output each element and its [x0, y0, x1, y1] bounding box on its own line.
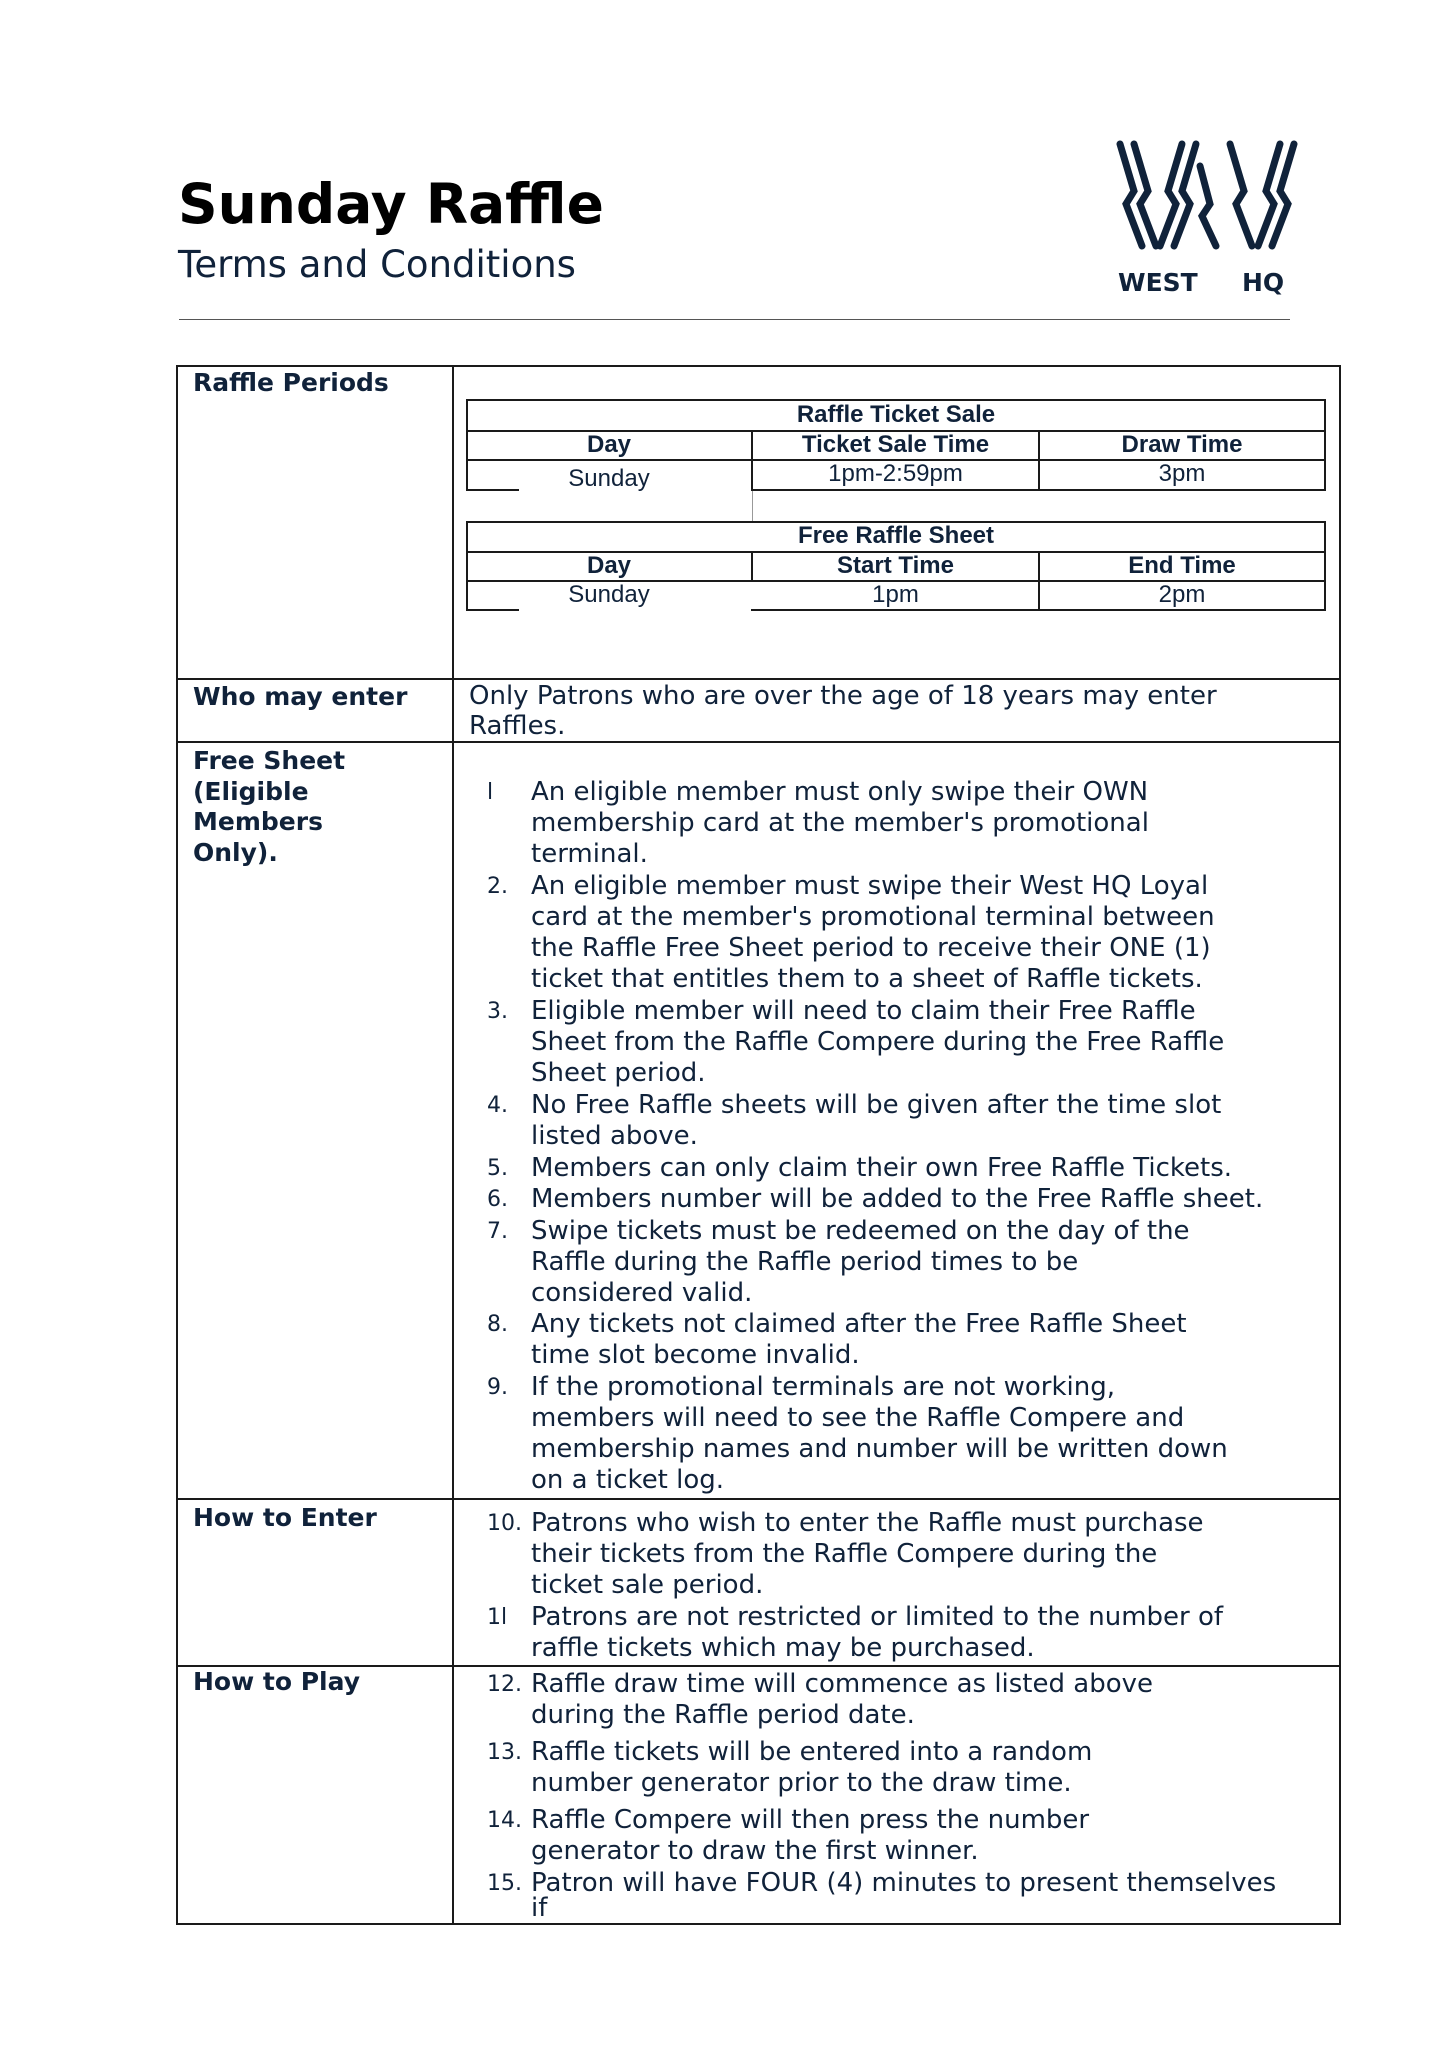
list-item-text: Members number will be added to the Free Raffle sheet. — [531, 1184, 1264, 1214]
logo-w-icon — [1112, 136, 1302, 301]
cell-start-time: 1pm — [872, 581, 919, 608]
list-item-text: Patrons who wish to enter the Raffle must purchase — [531, 1508, 1204, 1538]
label-how-to-play: How to Play — [193, 1667, 361, 1696]
list-item-text: during the Raffle period date. — [531, 1700, 915, 1730]
list-item-number: 9. — [487, 1375, 508, 1400]
list-item-text: membership card at the member's promotional — [531, 808, 1149, 838]
header-day: Day — [586, 431, 632, 458]
label-free-sheet: Members — [193, 807, 323, 836]
list-item-text: time slot become invalid. — [531, 1340, 860, 1370]
label-free-sheet: Only). — [193, 838, 278, 867]
list-item-text: An eligible member must only swipe their OWN — [531, 777, 1149, 807]
list-item-text: generator to draw the first winner. — [531, 1836, 979, 1866]
list-item-number: 7. — [487, 1219, 508, 1244]
list-item-number: 3. — [487, 999, 508, 1024]
list-item-number: 15. — [487, 1871, 522, 1896]
list-item-text: No Free Raffle sheets will be given after the time slot — [531, 1090, 1222, 1120]
list-item-number: 8. — [487, 1312, 508, 1337]
cell-day: Sunday — [568, 465, 650, 492]
list-item-text: membership names and number will be written down — [531, 1434, 1228, 1464]
list-item-number: 6. — [487, 1187, 508, 1212]
page-subtitle: Terms and Conditions — [178, 243, 576, 286]
cell-ticket-sale-time: 1pm-2:59pm — [828, 460, 963, 487]
list-item-text: members will need to see the Raffle Compere and — [531, 1403, 1185, 1433]
list-item-number: 13. — [487, 1740, 522, 1765]
list-item-text: Sheet from the Raffle Compere during the Free Raffle — [531, 1027, 1225, 1057]
list-item-text: Raffle Compere will then press the number — [531, 1805, 1090, 1835]
page-title: Sunday Raffle — [178, 172, 604, 236]
list-item-text: Members can only claim their own Free Raffle Tickets. — [531, 1153, 1233, 1183]
label-how-to-enter: How to Enter — [193, 1503, 377, 1532]
list-item-text: Raffle tickets will be entered into a random — [531, 1737, 1093, 1767]
eligibility-text: Only Patrons who are over the age of 18 years may enter — [469, 681, 1217, 711]
header-draw-time: Draw Time — [1121, 431, 1243, 458]
cell-day: Sunday — [568, 581, 650, 608]
list-item-text: If the promotional terminals are not working, — [531, 1372, 1115, 1402]
list-item-text: ticket that entitles them to a sheet of Raffle tickets. — [531, 964, 1203, 994]
list-item-text: raffle tickets which may be purchased. — [531, 1633, 1035, 1663]
list-item-number: 2. — [487, 874, 508, 899]
list-item-text: Any tickets not claimed after the Free Raffle Sheet — [531, 1309, 1187, 1339]
label-free-sheet: Free Sheet — [193, 746, 346, 775]
logo-text-west: WEST — [1118, 268, 1198, 297]
list-item-text: An eligible member must swipe their West HQ Loyal — [531, 871, 1209, 901]
list-item-text: Patrons are not restricted or limited to the number of — [531, 1602, 1224, 1632]
list-item-text: Swipe tickets must be redeemed on the day of the — [531, 1216, 1190, 1246]
free-sheet-title: Free Raffle Sheet — [797, 522, 995, 549]
header-ticket-sale-time: Ticket Sale Time — [801, 431, 990, 458]
ticket-sale-title: Raffle Ticket Sale — [796, 401, 996, 428]
list-item-number: 5. — [487, 1156, 508, 1181]
label-raffle-periods: Raffle Periods — [193, 368, 389, 397]
list-item-text: terminal. — [531, 839, 648, 869]
logo-text-hq: HQ — [1242, 268, 1285, 297]
list-item-text: Sheet period. — [531, 1058, 706, 1088]
list-item-text: card at the member's promotional terminal between — [531, 902, 1215, 932]
list-item-text: if — [531, 1893, 548, 1923]
list-item-number: 12. — [487, 1672, 522, 1697]
list-item-number: 14. — [487, 1808, 522, 1833]
list-item-text: listed above. — [531, 1121, 698, 1151]
header-day: Day — [586, 552, 632, 579]
list-item-number: 4. — [487, 1093, 508, 1118]
header-start-time: Start Time — [837, 552, 954, 579]
label-who-may-enter: Who may enter — [193, 682, 408, 711]
header-divider — [179, 319, 1290, 320]
list-item-text: number generator prior to the draw time. — [531, 1768, 1072, 1798]
list-item-text: Eligible member will need to claim their Free Raffle — [531, 996, 1196, 1026]
list-item-text: on a ticket log. — [531, 1465, 725, 1495]
label-free-sheet: (Eligible — [193, 777, 309, 806]
list-item-text: Raffle during the Raffle period times to be — [531, 1247, 1079, 1277]
eligibility-text: Raffles. — [469, 711, 566, 741]
list-item-text: considered valid. — [531, 1278, 753, 1308]
west-hq-logo — [1112, 136, 1302, 301]
list-item-number: 1l — [487, 1605, 508, 1630]
cell-end-time: 2pm — [1158, 581, 1206, 608]
list-item-number: 10. — [487, 1511, 522, 1536]
header-end-time: End Time — [1128, 552, 1236, 579]
list-item-number: l — [487, 780, 494, 805]
list-item-text: ticket sale period. — [531, 1570, 764, 1600]
list-item-text: Raffle draw time will commence as listed above — [531, 1669, 1153, 1699]
list-item-text: their tickets from the Raffle Compere during the — [531, 1539, 1158, 1569]
list-item-text: Patron will have FOUR (4) minutes to present themselves — [531, 1868, 1277, 1898]
cell-draw-time: 3pm — [1158, 460, 1206, 487]
list-item-text: the Raffle Free Sheet period to receive their ONE (1) — [531, 933, 1211, 963]
